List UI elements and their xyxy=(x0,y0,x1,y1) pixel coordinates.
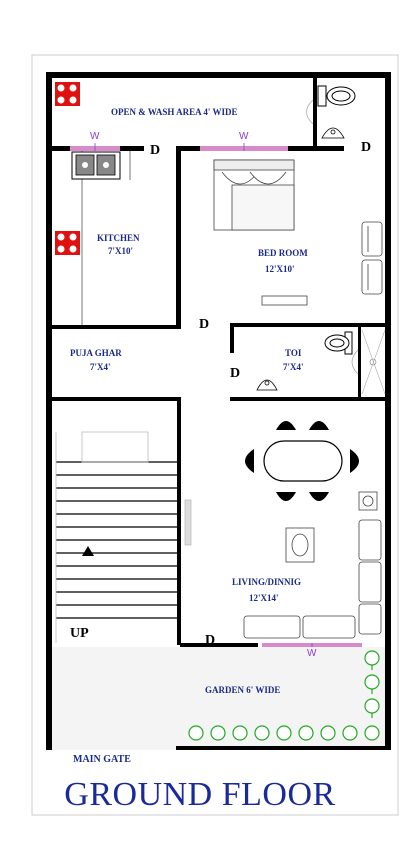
window-label-bedroom: W xyxy=(239,131,249,142)
sink-icon xyxy=(72,152,120,179)
toilet-icon-toi xyxy=(325,332,352,354)
bed-icon xyxy=(214,160,294,230)
washbasin-icon-toi xyxy=(257,380,277,390)
toi-label: TOI xyxy=(285,348,302,358)
dining-table-icon xyxy=(264,441,342,481)
toilet-icon-wash xyxy=(318,86,355,106)
living-label: LIVING/DINNIG xyxy=(232,577,302,587)
boundary-wall xyxy=(176,746,391,750)
main-gate-label: MAIN GATE xyxy=(73,754,131,765)
kitchen-label: KITCHEN xyxy=(97,233,140,243)
window-label-kitchen: W xyxy=(90,131,100,142)
puja-label: PUJA GHAR xyxy=(70,348,122,358)
stair-outline xyxy=(56,432,148,643)
toi-size: 7'X4' xyxy=(283,362,304,372)
stair-arrow-icon xyxy=(82,546,94,556)
side-table-icon xyxy=(262,296,307,305)
plan-title: GROUND FLOOR xyxy=(64,776,336,813)
stove-icon xyxy=(55,82,80,106)
door-label-living: D xyxy=(205,633,216,648)
sofa-bottom xyxy=(244,616,355,638)
puja-size: 7'X4' xyxy=(90,362,111,372)
garden-label: GARDEN 6' WIDE xyxy=(205,685,281,695)
shower-icon xyxy=(362,330,385,394)
door-label-bedroom: D xyxy=(199,317,210,332)
door-label-toi: D xyxy=(230,366,241,381)
washbasin-icon-wash xyxy=(322,128,344,138)
coffee-table-icon xyxy=(286,528,314,562)
appliance-icon xyxy=(359,492,377,510)
stair-up-label: UP xyxy=(70,626,89,641)
sofa-right xyxy=(359,520,381,634)
staircase xyxy=(56,462,177,618)
bedroom-size: 12'X10' xyxy=(265,264,295,274)
kitchen-size: 7'X10' xyxy=(108,246,134,256)
living-size: 12'X14' xyxy=(249,593,279,603)
bedroom-chairs xyxy=(362,222,382,294)
wash-area-label: OPEN & WASH AREA 4' WIDE xyxy=(111,107,238,117)
door-label-kitchen: D xyxy=(150,143,161,158)
door-swing-wash xyxy=(307,100,314,124)
bedroom-label: BED ROOM xyxy=(258,248,308,258)
partition xyxy=(185,500,191,545)
door-label-wash: D xyxy=(361,140,372,155)
window-label-living: W xyxy=(307,648,317,659)
stove-icon-kitchen xyxy=(55,231,80,255)
door-swing-toi xyxy=(352,350,358,374)
